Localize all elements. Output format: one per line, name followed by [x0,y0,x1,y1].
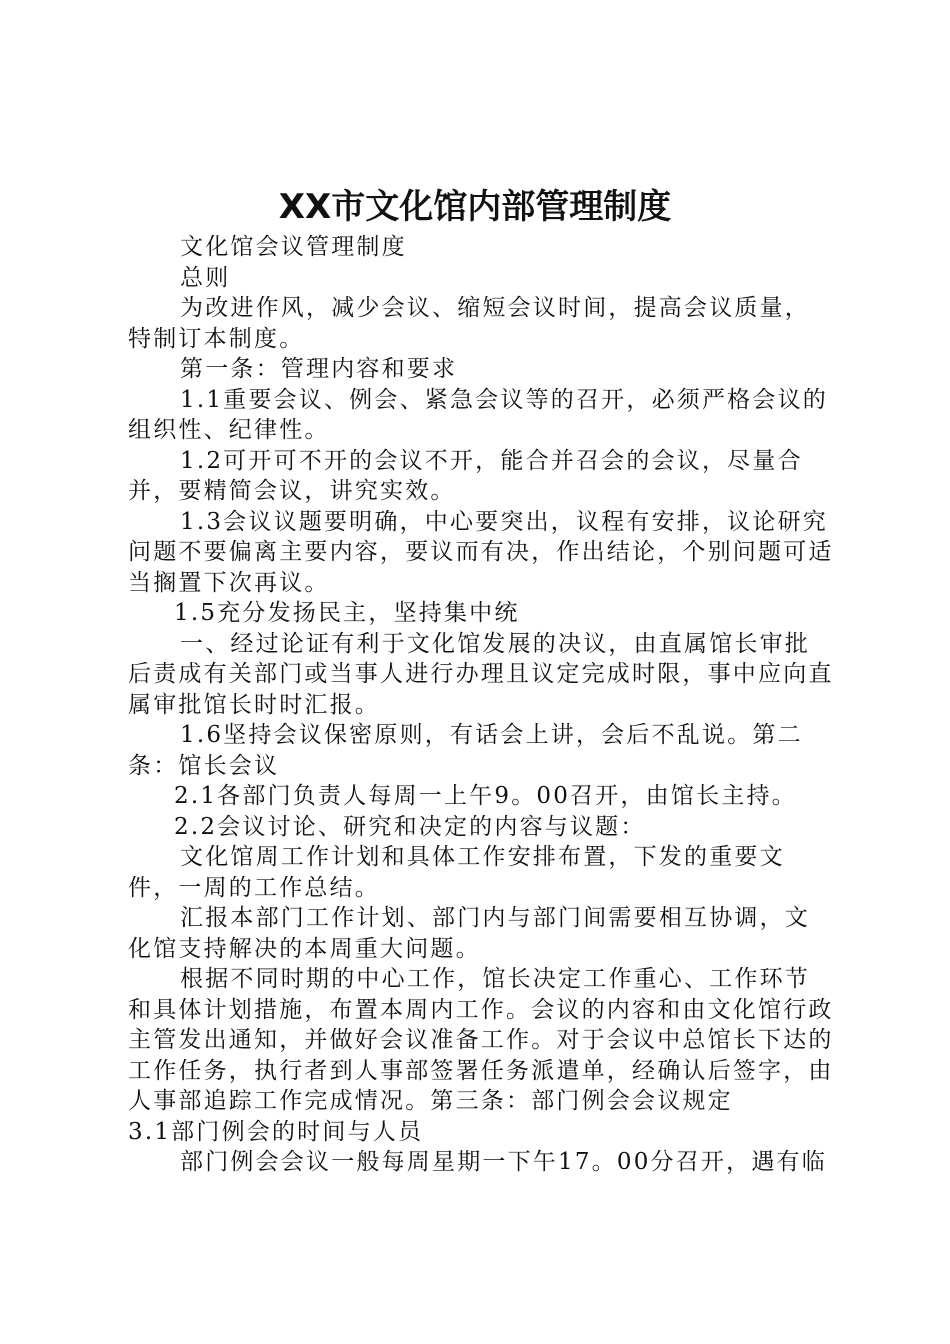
paragraph: 1.1重要会议、例会、紧急会议等的召开，必须严格会议的组织性、纪律性。 [128,386,828,443]
paragraph: 根据不同时期的中心工作，馆长决定工作重心、工作环节和具体计划措施，布置本周内工作。会议的内容和由文化馆行政主管发出通知，并做好会议准备工作。对于会议中总馆长下达的工作任务，执行者到人事部签署任务派遣单，经确认后签字，由人事部追踪工作完成情况。第三条：部门例会会议规定 [128,966,834,1114]
paragraph: 为改进作风，减少会议、缩短会议时间，提高会议质量，特制订本制度。 [128,295,810,352]
paragraph: 1.5充分发扬民主，坚持集中统 [174,600,520,626]
paragraph: 部门例会会议一般每周星期一下午17。00分召开，遇有临 [180,1149,827,1175]
paragraph-article-heading: 第一条：管理内容和要求 [180,356,458,382]
document-body [128,232,834,1178]
paragraph: 一、经过论证有利于文化馆发展的决议，由直属馆长审批后责成有关部门或当事人进行办理且议定完成时限，事中应向直属审批馆长时时汇报。 [128,630,834,718]
paragraph: 文化馆周工作计划和具体工作安排布置，下发的重要文件，一周的工作总结。 [128,844,785,901]
document-title: XX市文化馆内部管理制度 [278,187,672,227]
paragraph: 2.2会议讨论、研究和决定的内容与议题： [174,813,646,840]
paragraph-subsection-heading: 3.1部门例会的时间与人员 [128,1118,424,1145]
paragraph: 1.6坚持会议保密原则，有话会上讲，会后不乱说。第二条：馆长会议 [128,722,803,779]
paragraph: 1.3会议议题要明确，中心要突出，议程有安排，议论研究问题不要偏离主要内容，要议而有决，作出结论，个别问题可适当搁置下次再议。 [128,508,834,596]
paragraph-section-heading: 文化馆会议管理制度 [180,234,407,260]
paragraph: 2.1各部门负责人每周一上午9。00召开，由馆长主持。 [174,783,797,809]
paragraph: 汇报本部门工作计划、部门内与部门间需要相互协调，文化馆支持解决的本周重大问题。 [128,905,810,962]
paragraph-general-heading: 总则 [180,264,231,291]
paragraph: 1.2可开可不开的会议不开，能合并召会的会议，尽量合并，要精简会议，讲究实效。 [128,447,803,504]
